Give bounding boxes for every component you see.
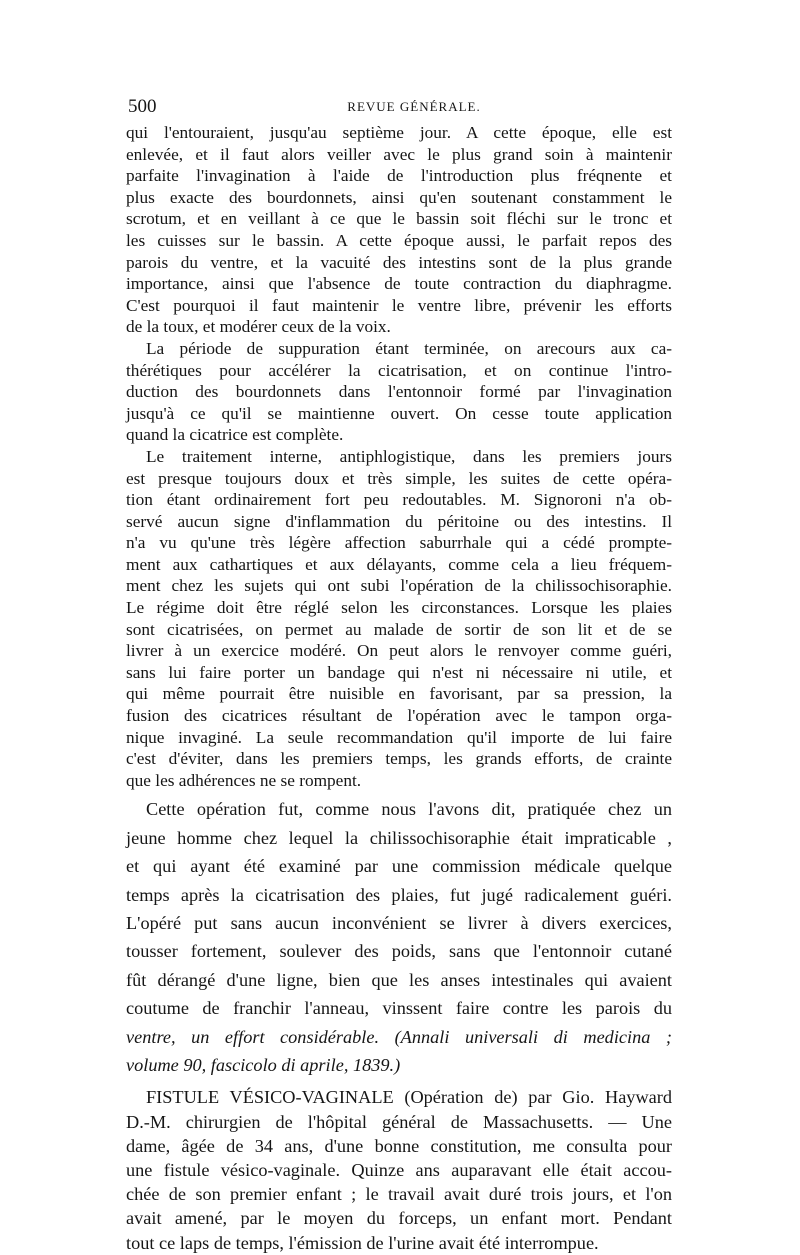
text-line: ment aux cathartiques et aux délayants, comme cela a lieu fréquem- [126, 554, 672, 574]
text-line: thérétiques pour accélérer la cicatrisation, et on continue l'intro- [126, 360, 672, 380]
text-line: Cette opération fut, comme nous l'avons dit, pratiquée chez un [146, 799, 672, 820]
text-line: ment chez les sujets qui ont subi l'opération de la chilissochisoraphie. [126, 576, 672, 596]
text-line: que les adhérences ne se rompent. [126, 770, 362, 790]
text-line: une fistule vésico-vaginale. Quinze ans auparavant elle était accou- [126, 1160, 672, 1181]
text-line: Le régime doit être réglé selon les circonstances. Lorsque les plaies [126, 598, 672, 618]
text-line: plus exacte des bourdonnets, ainsi qu'en soutenant constamment le [126, 187, 672, 207]
text-line: est presque toujours doux et très simple, les suites de cette opéra- [126, 468, 672, 488]
text-line: chée de son premier enfant ; le travail avait duré trois jours, et l'on [126, 1184, 672, 1205]
text-line: qui même pourrait être nuisible en favorisant, par sa pression, la [126, 684, 672, 704]
text-line: tousser fortement, soulever des poids, sans que l'entonnoir cutané [126, 941, 672, 962]
text-line: temps après la cicatrisation des plaies, fut jugé radicalement guéri. [126, 884, 672, 905]
paragraph-2 [126, 338, 672, 446]
text-line: scrotum, et en veillant à ce que le bassin soit fléchi sur le tronc et [126, 209, 672, 229]
text-line: c'est d'éviter, dans les premiers temps, les grands efforts, de crainte [126, 749, 672, 769]
text-line: La période de suppuration étant terminée, on arecours aux ca- [146, 338, 672, 358]
text-line: n'a vu qu'une très légère affection saburrhale qui a cédé prompte- [126, 533, 672, 553]
text-line: qui l'entouraient, jusqu'au septième jour. A cette époque, elle est [126, 123, 672, 142]
page [126, 96, 672, 1255]
text-line: jeune homme chez lequel la chilissochisoraphie était impraticable , [126, 827, 672, 848]
text-line: quand la cicatrice est complète. [126, 425, 344, 445]
paragraph-5 [126, 1085, 672, 1254]
text-line: avait amené, par le moyen du forceps, un enfant mort. Pendant [126, 1208, 672, 1229]
text-line: volume 90, fascicolo di aprile, 1839.) [126, 1055, 401, 1076]
text-line: D.-M. chirurgien de l'hôpital général de Massachusetts. — Une [126, 1111, 672, 1132]
text-line: livrer à un exercice modéré. On peut alors le renvoyer comme guéri, [126, 641, 672, 661]
page-number: 500 [128, 96, 157, 117]
text-line: C'est pourquoi il faut maintenir le ventre libre, prévenir les efforts [126, 295, 672, 315]
text-line: ventre, un effort considérable. (Annali universali di medicina ; [126, 1026, 672, 1047]
paragraph-3 [126, 446, 672, 792]
text-line: servé aucun signe d'inflammation du péritoine ou des intestins. Il [126, 511, 672, 531]
text-line: FISTULE VÉSICO-VAGINALE (Opération de) par Gio. Hayward [146, 1087, 672, 1108]
text-line: les cuisses sur le bassin. A cette époque aussi, le parfait repos des [126, 230, 672, 250]
text-line: parois du ventre, et la vacuité des intestins sont de la plus grande [126, 252, 672, 272]
text-line: Le traitement interne, antiphlogistique, dans les premiers jours [146, 446, 672, 466]
text-line: coutume de franchir l'anneau, vinssent faire contre les parois du [126, 998, 672, 1019]
text-line: jusqu'à ce qu'il se maintienne ouvert. On cesse toute application [126, 403, 672, 423]
text-line: nique invaginé. La seule recommandation qu'il importe de lui faire [126, 727, 672, 747]
running-head [126, 96, 672, 122]
text-line: tout ce laps de temps, l'émission de l'urine avait été interrompue. [126, 1232, 599, 1253]
running-title: REVUE GÉNÉRALE. [347, 99, 481, 114]
text-line: dame, âgée de 34 ans, d'une bonne constitution, me consulta pour [126, 1135, 672, 1156]
text-line: duction des bourdonnets dans l'entonnoir formé par l'invagination [126, 382, 672, 402]
paragraph-1 [126, 122, 672, 338]
text-line: et qui ayant été examiné par une commission médicale quelque [126, 856, 672, 877]
text-line: fût dérangé d'une ligne, bien que les anses intestinales qui avaient [126, 969, 672, 990]
text-line: fusion des cicatrices résultant de l'opération avec le tampon orga- [126, 706, 672, 726]
text-line: sans lui faire porter un bandage qui n'est ni nécessaire ni utile, et [126, 662, 672, 682]
text-line: L'opéré put sans aucun inconvénient se livrer à divers exercices, [126, 913, 672, 934]
paragraph-4 [126, 795, 672, 1079]
text-line: sont cicatrisées, on permet au malade de sortir de son lit et de se [126, 619, 672, 639]
text-line: parfaite l'invagination à l'aide de l'introduction plus fréqnente et [126, 166, 672, 186]
text-line: de la toux, et modérer ceux de la voix. [126, 317, 391, 337]
text-line: tion étant ordinairement fort peu redoutables. M. Signoroni n'a ob- [126, 490, 672, 510]
text-line: importance, ainsi que l'absence de toute contraction du diaphragme. [126, 274, 672, 294]
text-line: enlevée, et il faut alors veiller avec le plus grand soin à maintenir [126, 144, 672, 164]
